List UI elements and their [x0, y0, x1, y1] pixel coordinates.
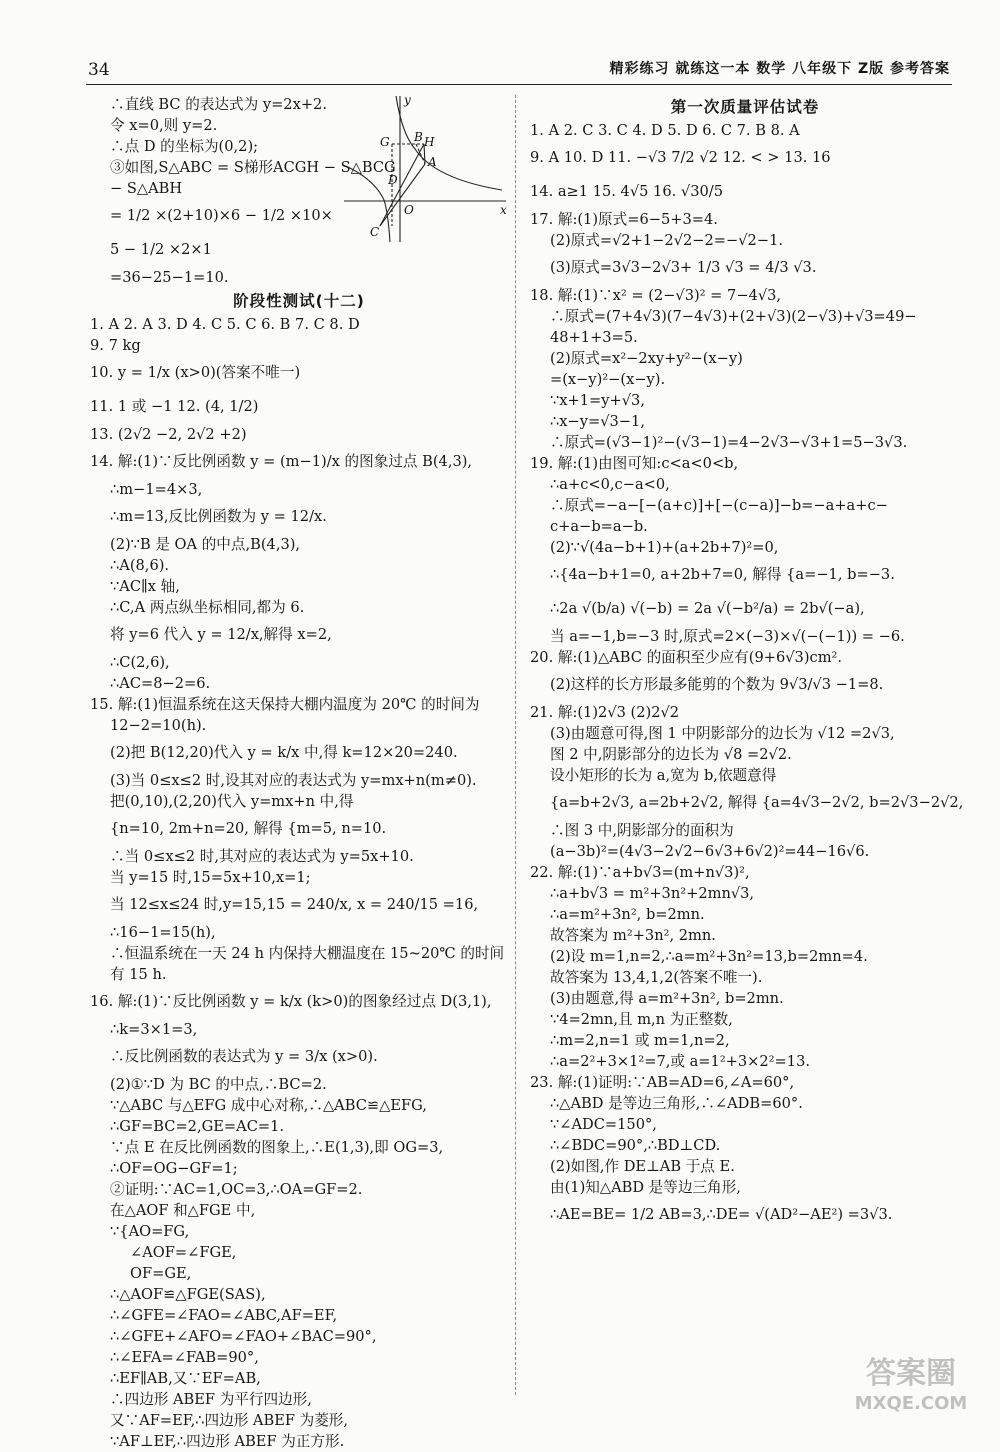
answer-line: 23. 解:(1)证明:∵AB=AD=6,∠A=60°,: [530, 1074, 795, 1091]
answer-line: 1. A 2. C 3. C 4. D 5. D 6. C 7. B 8. A: [530, 122, 800, 139]
answer-line: 15. 解:(1)恒温系统在这天保持大棚内温度为 20℃ 的时间为: [90, 696, 480, 713]
answer-line: ∴A(8,6).: [110, 557, 170, 574]
answer-line: OF=GE,: [130, 1265, 192, 1282]
answer-line: ∴k=3×1=3,: [110, 1021, 198, 1038]
answer-line: ∴a=m²+3n², b=2mn.: [550, 906, 705, 923]
answer-line: 22. 解:(1)∵a+b√3=(m+n√3)²,: [530, 864, 750, 881]
label-H: H: [424, 135, 435, 149]
answer-line: ②证明:∵AC=1,OC=3,∴OA=GF=2.: [110, 1181, 363, 1198]
answer-line: ∴a=2²+3×1²=7,或 a=1²+3×2²=13.: [550, 1053, 810, 1070]
column-divider: [515, 95, 516, 1395]
answer-line: (2)如图,作 DE⊥AB 于点 E.: [550, 1158, 735, 1175]
answer-line: 故答案为 m²+3n², 2mn.: [550, 927, 716, 944]
answer-line: 图 2 中,阴影部分的边长为 √8 =2√2.: [550, 746, 792, 763]
answer-line: 设小矩形的长为 a,宽为 b,依题意得: [550, 767, 777, 784]
answer-line: (3)由题意可得,图 1 中阴影部分的边长为 √12 =2√3,: [550, 725, 895, 742]
text-line: ③如图,S△ABC = S梯形ACGH − S△BCG: [110, 159, 396, 176]
answer-line: 12−2=10(h).: [110, 717, 207, 734]
answer-line: (3)当 0≤x≤2 时,设其对应的表达式为 y=mx+n(m≠0).: [110, 772, 477, 789]
answer-line: 又∵AF=EF,∴四边形 ABEF 为菱形,: [110, 1412, 349, 1429]
answer-line: ∴EF∥AB,又∵EF=AB,: [110, 1370, 261, 1387]
answer-line: ∴四边形 ABEF 为平行四边形,: [110, 1391, 312, 1408]
answer-line: 1. A 2. A 3. D 4. C 5. C 6. B 7. C 8. D: [90, 316, 360, 333]
answer-line: =(x−y)²−(x−y).: [550, 371, 666, 388]
watermark-text-cn: 答案圈: [866, 1356, 956, 1391]
answer-line: c+a−b=a−b.: [550, 518, 648, 535]
answer-line: 13. (2√2 −2, 2√2 +2): [90, 426, 247, 443]
answer-line: 把(0,10),(2,20)代入 y=mx+n 中,得: [110, 793, 354, 810]
section-title-first-quality-test: 第一次质量评估试卷: [670, 98, 820, 116]
answer-line: ∴16−1=15(h),: [110, 924, 216, 941]
answer-line: ∴恒温系统在一天 24 h 内保持大棚温度在 15~20℃ 的时间: [110, 945, 505, 962]
coordinate-figure: [340, 94, 510, 244]
hyperbola-branch-1: [396, 96, 502, 190]
answer-line: ∴2a √(b/a) √(−b) = 2a √(−b²/a) = 2b√(−a),: [550, 600, 865, 617]
label-y: y: [404, 94, 411, 107]
answer-line: ∴图 3 中,阴影部分的面积为: [550, 822, 734, 839]
answer-line: 当 a=−1,b=−3 时,原式=2×(−3)×√(−(−1)) = −6.: [550, 628, 905, 645]
answer-line: 由(1)知△ABD 是等边三角形,: [550, 1179, 741, 1196]
answer-line: ∴当 0≤x≤2 时,其对应的表达式为 y=5x+10.: [110, 848, 414, 865]
answer-line: 9. A 10. D 11. −√3 7/2 √2 12. < > 13. 16: [530, 149, 831, 166]
watermark-text-url: MXQE.COM: [854, 1393, 968, 1414]
segment-CB: [380, 144, 424, 226]
answer-line: (2)设 m=1,n=2,∴a=m²+3n²=13,b=2mn=4.: [550, 948, 868, 965]
answer-line: 19. 解:(1)由图可知:c<a<0<b,: [530, 455, 739, 472]
answer-line: ∴m=13,反比例函数为 y = 12/x.: [110, 508, 327, 525]
section-title-stage-test-12: 阶段性测试(十二): [233, 292, 365, 310]
answer-line: ∴原式=(7+4√3)(7−4√3)+(2+√3)(2−√3)+√3=49−: [550, 308, 917, 325]
answer-line: 有 15 h.: [110, 966, 167, 983]
answer-line: (2)原式=√2+1−2√2−2=−√2−1.: [550, 232, 783, 249]
answer-line: 故答案为 13,4,1,2(答案不唯一).: [550, 969, 763, 986]
answer-line: ∵∠ADC=150°,: [550, 1116, 657, 1133]
label-A: A: [428, 155, 437, 169]
answer-line: 在△AOF 和△FGE 中,: [110, 1202, 256, 1219]
text-line: 令 x=0,则 y=2.: [110, 117, 218, 134]
segment-CA: [380, 164, 425, 226]
answer-line: ∴{4a−b+1=0, a+2b+7=0, 解得 {a=−1, b=−3.: [550, 566, 895, 583]
answer-line: ∴OF=OG−GF=1;: [110, 1160, 238, 1177]
answer-line: ∴C(2,6),: [110, 654, 170, 671]
answer-line: ∴m=2,n=1 或 m=1,n=2,: [550, 1032, 730, 1049]
answer-line: ∴∠GFE+∠AFO=∠FAO+∠BAC=90°,: [110, 1328, 377, 1345]
answer-line: ∵△ABC 与△EFG 成中心对称,∴△ABC≌△EFG,: [110, 1097, 427, 1114]
answer-line: ∵x+1=y+√3,: [550, 392, 645, 409]
answer-line: ∵AC∥x 轴,: [110, 578, 180, 595]
watermark-logo: [836, 1347, 986, 1417]
answer-line: ∴GF=BC=2,GE=AC=1.: [110, 1118, 285, 1135]
answer-line: ∴a+b√3 = m²+3n²+2mn√3,: [550, 885, 755, 902]
answer-line: 10. y = 1/x (x>0)(答案不唯一): [90, 364, 301, 381]
right-column: [530, 94, 964, 1232]
hyperbola-branch-2: [346, 166, 390, 242]
label-x: x: [500, 203, 507, 217]
answer-line: ∠AOF=∠FGE,: [130, 1244, 237, 1261]
answer-line: ∴C,A 两点纵坐标相同,都为 6.: [110, 599, 305, 616]
answer-line: ∴反比例函数的表达式为 y = 3/x (x>0).: [110, 1048, 378, 1065]
answer-line: ∴∠BDC=90°,∴BD⊥CD.: [550, 1137, 721, 1154]
answer-line: 21. 解:(1)2√3 (2)2√2: [530, 704, 680, 721]
answer-line: ∵{AO=FG,: [110, 1223, 190, 1240]
text-line: ∴点 D 的坐标为(0,2);: [110, 138, 259, 155]
text-line: − S△ABH: [110, 180, 183, 197]
answer-line: (a−3b)²=(4√3−2√2−6√3+6√2)²=44−16√6.: [550, 843, 870, 860]
answer-line: ∵点 E 在反比例函数的图象上,∴E(1,3),即 OG=3,: [110, 1139, 444, 1156]
answer-line: ∴a+c<0,c−a<0,: [550, 476, 670, 493]
answer-line: ∴AC=8−2=6.: [110, 675, 211, 692]
answer-line: ∴∠GFE=∠FAO=∠ABC,AF=EF,: [110, 1307, 338, 1324]
answer-line: 11. 1 或 −1 12. (4, 1/2): [90, 398, 259, 415]
left-column: [90, 94, 508, 1452]
answer-line: 当 12≤x≤24 时,y=15,15 = 240/x, x = 240/15 =16,: [110, 896, 479, 913]
answer-line: ∴∠EFA=∠FAB=90°,: [110, 1349, 259, 1366]
answer-line: 20. 解:(1)△ABC 的面积至少应有(9+6√3)cm².: [530, 649, 843, 666]
running-title: 精彩练习 就练这一本 数学 八年级下 Z版 参考答案: [609, 61, 950, 77]
answer-line: ∵AF⊥EF,∴四边形 ABEF 为正方形.: [110, 1433, 345, 1450]
answer-line: (2)∵B 是 OA 的中点,B(4,3),: [110, 536, 301, 553]
answer-line: ∵4=2mn,且 m,n 为正整数,: [550, 1011, 733, 1028]
answer-line: ∴m−1=4×3,: [110, 481, 203, 498]
answer-line: 当 y=15 时,15=5x+10,x=1;: [110, 869, 311, 886]
answer-line: 14. a≥1 15. 4√5 16. √30/5: [530, 183, 723, 200]
answer-line: 16. 解:(1)∵反比例函数 y = k/x (k>0)的图象经过点 D(3,1),: [90, 993, 492, 1010]
answer-line: ∴x−y=√3−1,: [550, 413, 645, 430]
answer-line: (2)这样的长方形最多能剪的个数为 9√3/√3 −1=8.: [550, 676, 884, 693]
text-line: =36−25−1=10.: [110, 269, 229, 286]
answer-line: ∴AE=BE= 1/2 AB=3,∴DE= √(AD²−AE²) =3√3.: [550, 1206, 893, 1223]
answer-line: {a=b+2√3, a=2b+2√2, 解得 {a=4√3−2√2, b=2√3−2√2,: [550, 794, 964, 811]
answer-line: 17. 解:(1)原式=6−5+3=4.: [530, 211, 718, 228]
answer-line: (3)由题意,得 a=m²+3n², b=2mn.: [550, 990, 784, 1007]
answer-line: 9. 7 kg: [90, 337, 141, 354]
answer-line: (2)∵√(4a−b+1)+(a+2b+7)²=0,: [550, 539, 779, 556]
label-D: D: [388, 173, 398, 187]
answer-line: (3)原式=3√3−2√3+ 1/3 √3 = 4/3 √3.: [550, 259, 817, 276]
answer-line: 48+1+3=5.: [550, 329, 638, 346]
label-O: O: [404, 203, 414, 217]
answer-line: (2)原式=x²−2xy+y²−(x−y): [550, 350, 743, 367]
page-header: [86, 50, 952, 85]
answer-line: ∴△ABD 是等边三角形,∴∠ADB=60°.: [550, 1095, 803, 1112]
text-line: = 1/2 ×(2+10)×6 − 1/2 ×10×: [110, 207, 333, 224]
answer-line: (2)①∵D 为 BC 的中点,∴BC=2.: [110, 1076, 327, 1093]
text-line: ∴直线 BC 的表达式为 y=2x+2.: [110, 96, 327, 113]
answer-line: ∴原式=−a−[−(a+c)]+[−(c−a)]−b=−a+a+c−: [550, 497, 888, 514]
answer-line: 18. 解:(1)∵x² = (2−√3)² = 7−4√3,: [530, 287, 782, 304]
answer-line: (2)把 B(12,20)代入 y = k/x 中,得 k=12×20=240.: [110, 744, 458, 761]
label-G: G: [380, 135, 390, 149]
page-number: 34: [88, 60, 110, 80]
answer-line: ∴△AOF≌△FGE(SAS),: [110, 1286, 266, 1303]
answer-line: ∴原式=(√3−1)²−(√3−1)=4−2√3−√3+1=5−3√3.: [550, 434, 908, 451]
answer-line: {n=10, 2m+n=20, 解得 {m=5, n=10.: [110, 820, 387, 837]
label-B: B: [414, 130, 423, 144]
text-line: 5 − 1/2 ×2×1: [110, 241, 212, 258]
label-C: C: [370, 225, 380, 239]
answer-line: 将 y=6 代入 y = 12/x,解得 x=2,: [110, 626, 332, 643]
answer-line: 14. 解:(1)∵反比例函数 y = (m−1)/x 的图象过点 B(4,3),: [90, 453, 473, 470]
